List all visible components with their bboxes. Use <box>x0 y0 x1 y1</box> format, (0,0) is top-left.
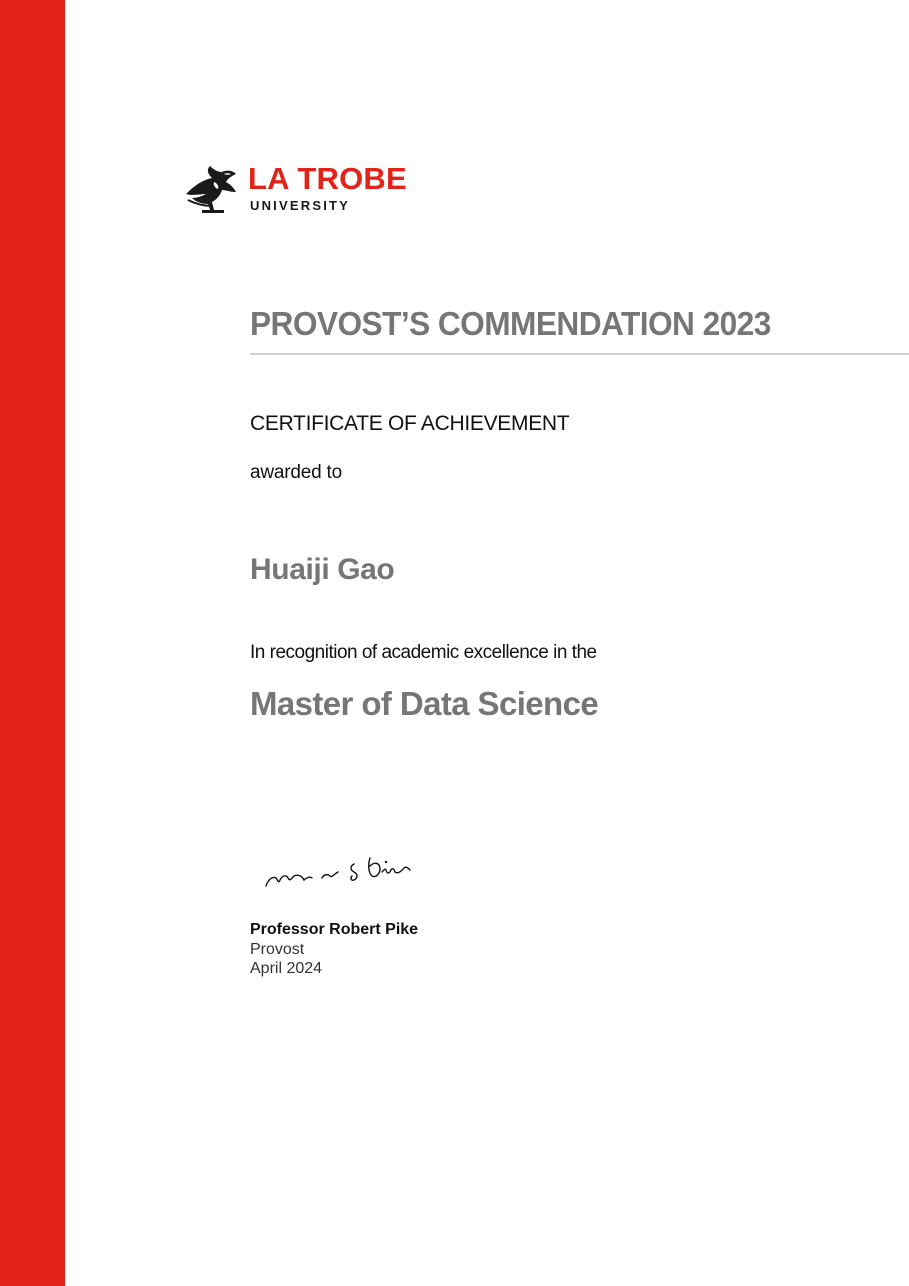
certificate-title: PROVOST’S COMMENDATION 2023 <box>250 305 771 342</box>
logo-wordmark: LA TROBE <box>248 161 407 196</box>
recognition-text: In recognition of academic excellence in the <box>250 642 597 663</box>
signatory-role: Provost <box>250 941 305 958</box>
red-side-band <box>0 0 65 1286</box>
handwritten-signature <box>258 828 438 894</box>
certificate-heading: CERTIFICATE OF ACHIEVEMENT <box>250 412 570 435</box>
awarded-to-label: awarded to <box>250 462 343 483</box>
recipient-name: Huaiji Gao <box>250 553 395 586</box>
signatory-name: Professor Robert Pike <box>250 921 419 938</box>
title-divider <box>250 353 909 355</box>
eagle-icon <box>184 164 240 216</box>
university-logo <box>184 162 444 220</box>
logo-subtitle: UNIVERSITY <box>250 198 351 213</box>
signature-date: April 2024 <box>250 960 323 977</box>
program-name: Master of Data Science <box>250 685 599 722</box>
